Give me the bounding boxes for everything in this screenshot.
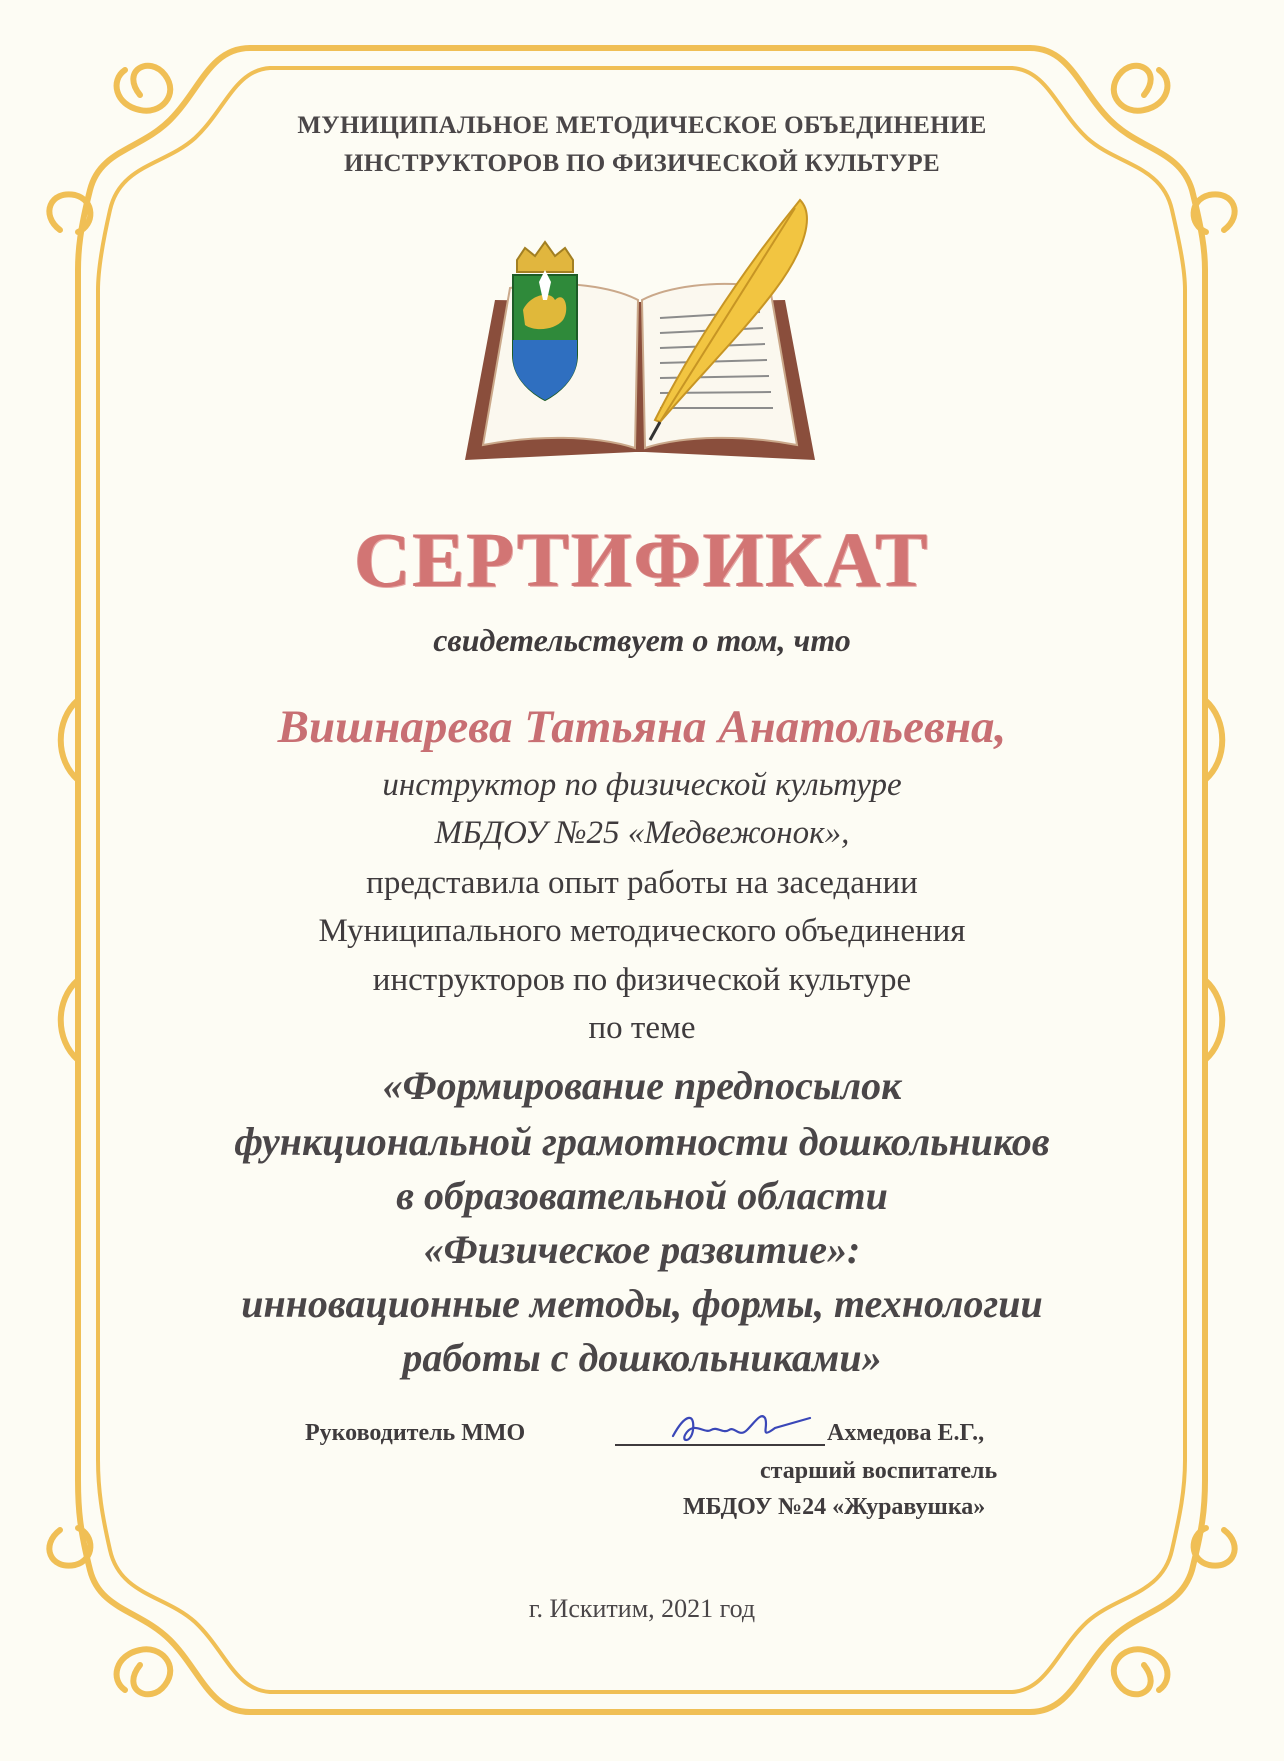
- topic-line-1: «Формирование предпосылок: [382, 1063, 902, 1108]
- body-line-4: по теме: [588, 1010, 696, 1046]
- signature-title-line-2: МБДОУ №24 «Журавушка»: [683, 1494, 986, 1520]
- body-line-2: Муниципального методического объединения: [318, 913, 966, 949]
- signature-role: Руководитель ММО: [305, 1420, 526, 1446]
- signature-name: Ахмедова Е.Г.,: [827, 1420, 985, 1446]
- org-line-2: ИНСТРУКТОРОВ ПО ФИЗИЧЕСКОЙ КУЛЬТУРЕ: [344, 150, 940, 177]
- book-with-quill-emblem-icon: [455, 190, 825, 465]
- topic-line-3: в образовательной области: [396, 1173, 888, 1218]
- signature-title-line-1: старший воспитатель: [760, 1458, 998, 1484]
- body-line-3: инструкторов по физической культуре: [372, 962, 912, 998]
- city-coat-of-arms-icon: [513, 242, 577, 400]
- org-line-1: МУНИЦИПАЛЬНОЕ МЕТОДИЧЕСКОЕ ОБЪЕДИНЕНИЕ: [297, 112, 987, 139]
- position-line-2: МБДОУ №25 «Медвежонок»,: [434, 815, 850, 851]
- recipient-name: Вишнарева Татьяна Анатольевна,: [277, 701, 1007, 753]
- body-line-1: представила опыт работы на заседании: [366, 865, 918, 901]
- certificate-title: СЕРТИФИКАТ: [354, 516, 930, 603]
- topic-line-4: «Физическое развитие»:: [423, 1227, 861, 1272]
- topic-line-2: функциональной грамотности дошкольников: [234, 1119, 1050, 1164]
- topic-line-6: работы с дошкольниками»: [402, 1335, 882, 1380]
- witness-text: свидетельствует о том, что: [433, 622, 851, 658]
- topic-line-5: инновационные методы, формы, технологии: [241, 1281, 1043, 1326]
- signature-scribble-icon: [665, 1404, 815, 1454]
- footer-place-year: г. Искитим, 2021 год: [528, 1594, 756, 1623]
- position-line-1: инструктор по физической культуре: [382, 767, 902, 803]
